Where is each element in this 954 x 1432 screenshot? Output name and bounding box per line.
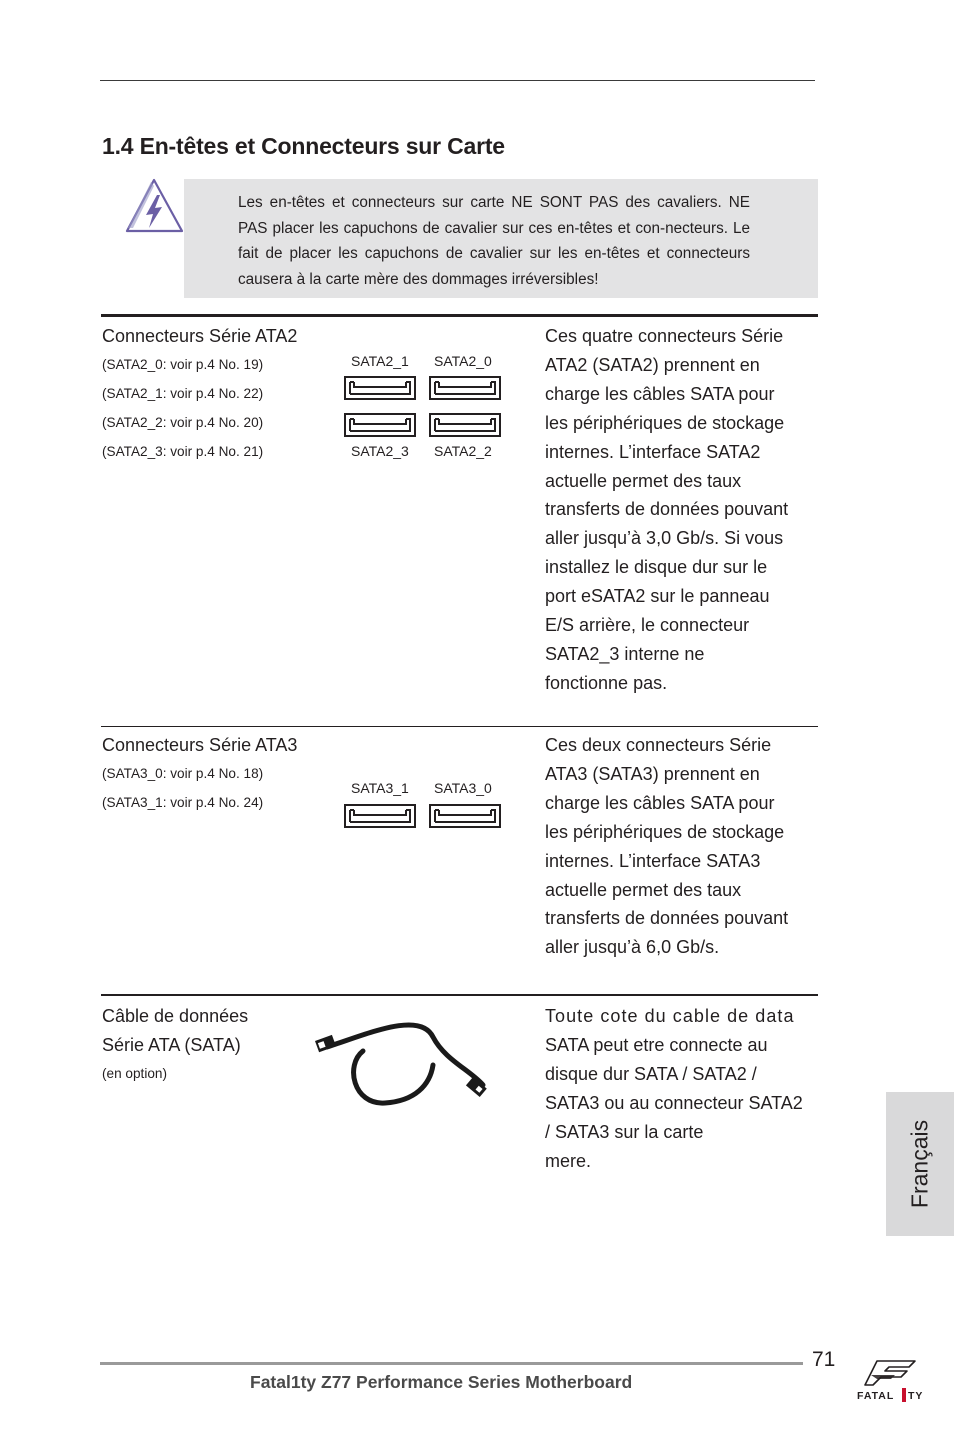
sata2-description [545, 322, 820, 698]
port-label: SATA2_2 [434, 443, 492, 459]
header-rule [100, 80, 815, 81]
description-line: actuelle permet des taux [545, 879, 742, 900]
fatal1ty-logo [855, 1355, 931, 1405]
description-line: disque dur SATA / SATA2 / [545, 1063, 757, 1084]
description-line: fonctionne pas. [545, 672, 668, 693]
sata-port-icon [344, 804, 416, 828]
section-divider [101, 994, 818, 996]
port-label: SATA2_3 [351, 443, 409, 459]
description-line: SATA2_3 interne ne [545, 643, 705, 664]
footer-title: Fatal1ty Z77 Performance Series Motherboard [250, 1372, 633, 1392]
sata-port-icon [429, 413, 501, 437]
port-label: SATA3_1 [351, 780, 409, 796]
sata3-title: Connecteurs Série ATA3 [102, 735, 298, 755]
port-label: SATA3_0 [434, 780, 492, 796]
footer-rule [100, 1362, 803, 1365]
description-line: SATA peut etre connecte au [545, 1034, 768, 1055]
description-line: Ces quatre connecteurs Série [545, 326, 784, 346]
cable-title-line2: Série ATA (SATA) [102, 1035, 241, 1055]
sata2-title: Connecteurs Série ATA2 [102, 326, 298, 346]
section-divider [101, 314, 818, 317]
sata-port-icon [429, 376, 501, 400]
svg-text:FATAL: FATAL [857, 1390, 895, 1402]
sata2-ref: (SATA2_1: voir p.4 No. 22) [102, 386, 264, 401]
sata2-ref: (SATA2_0: voir p.4 No. 19) [102, 357, 264, 372]
warning-lightning-icon [124, 177, 186, 235]
description-line: E/S arrière, le connecteur [545, 615, 750, 636]
description-line: installez le disque dur sur le [545, 557, 768, 578]
port-label: SATA2_1 [351, 353, 409, 369]
sata2-ref: (SATA2_2: voir p.4 No. 20) [102, 415, 264, 430]
description-line: charge les câbles SATA pour [545, 383, 775, 404]
description-line: aller jusqu’à 3,0 Gb/s. Si vous [545, 528, 784, 549]
sata-port-icon [344, 376, 416, 400]
description-line: ATA2 (SATA2) prennent en [545, 354, 760, 375]
description-line: Toute cote du cable de data [545, 1006, 795, 1026]
sata-port-icon [344, 413, 416, 437]
description-line: Ces deux connecteurs Série [545, 735, 772, 755]
svg-text:TY: TY [908, 1390, 924, 1402]
sata2-ref: (SATA2_3: voir p.4 No. 21) [102, 444, 264, 459]
sata3-ref: (SATA3_0: voir p.4 No. 18) [102, 766, 264, 781]
language-side-tab [886, 1092, 954, 1236]
description-line: ATA3 (SATA3) prennent en [545, 763, 760, 784]
notice-text: Les en-têtes et connecteurs sur carte NE SONT PAS des cavaliers. NE PAS placer les capuchons de cavalier sur ces en-têtes et con-necteurs. Le fait de placer les capuchons de cavalier sur les en-têtes et connecteurs causera à la carte mère des dommages irréversibles! [238, 194, 750, 288]
cable-description [545, 1002, 820, 1175]
description-line: les périphériques de stockage [545, 412, 785, 433]
description-line: transferts de données pouvant [545, 499, 789, 520]
sata3-ref: (SATA3_1: voir p.4 No. 24) [102, 795, 264, 810]
port-label: SATA2_0 [434, 353, 492, 369]
cable-option: (en option) [102, 1066, 167, 1081]
description-line: transferts de données pouvant [545, 908, 789, 929]
description-line: aller jusqu’à 6,0 Gb/s. [545, 937, 720, 958]
section-title: 1.4 En-têtes et Connecteurs sur Carte [102, 133, 505, 159]
sata3-description [545, 731, 820, 962]
description-line: actuelle permet des taux [545, 470, 742, 491]
sata-cable-image [305, 1015, 500, 1107]
description-line: charge les câbles SATA pour [545, 792, 775, 813]
description-line: SATA3 ou au connecteur SATA2 [545, 1092, 803, 1113]
section-divider [101, 726, 818, 727]
cable-title-line1: Câble de données [102, 1006, 249, 1026]
sata-port-icon [429, 804, 501, 828]
description-line: mere. [545, 1150, 592, 1171]
description-line: les périphériques de stockage [545, 821, 785, 842]
description-line: port eSATA2 sur le panneau [545, 586, 770, 607]
language-label: Français [906, 1119, 933, 1209]
description-line: internes. L’interface SATA2 [545, 441, 761, 462]
description-line: / SATA3 sur la carte [545, 1121, 704, 1142]
page-number: 71 [812, 1348, 836, 1371]
description-line: internes. L’interface SATA3 [545, 850, 761, 871]
